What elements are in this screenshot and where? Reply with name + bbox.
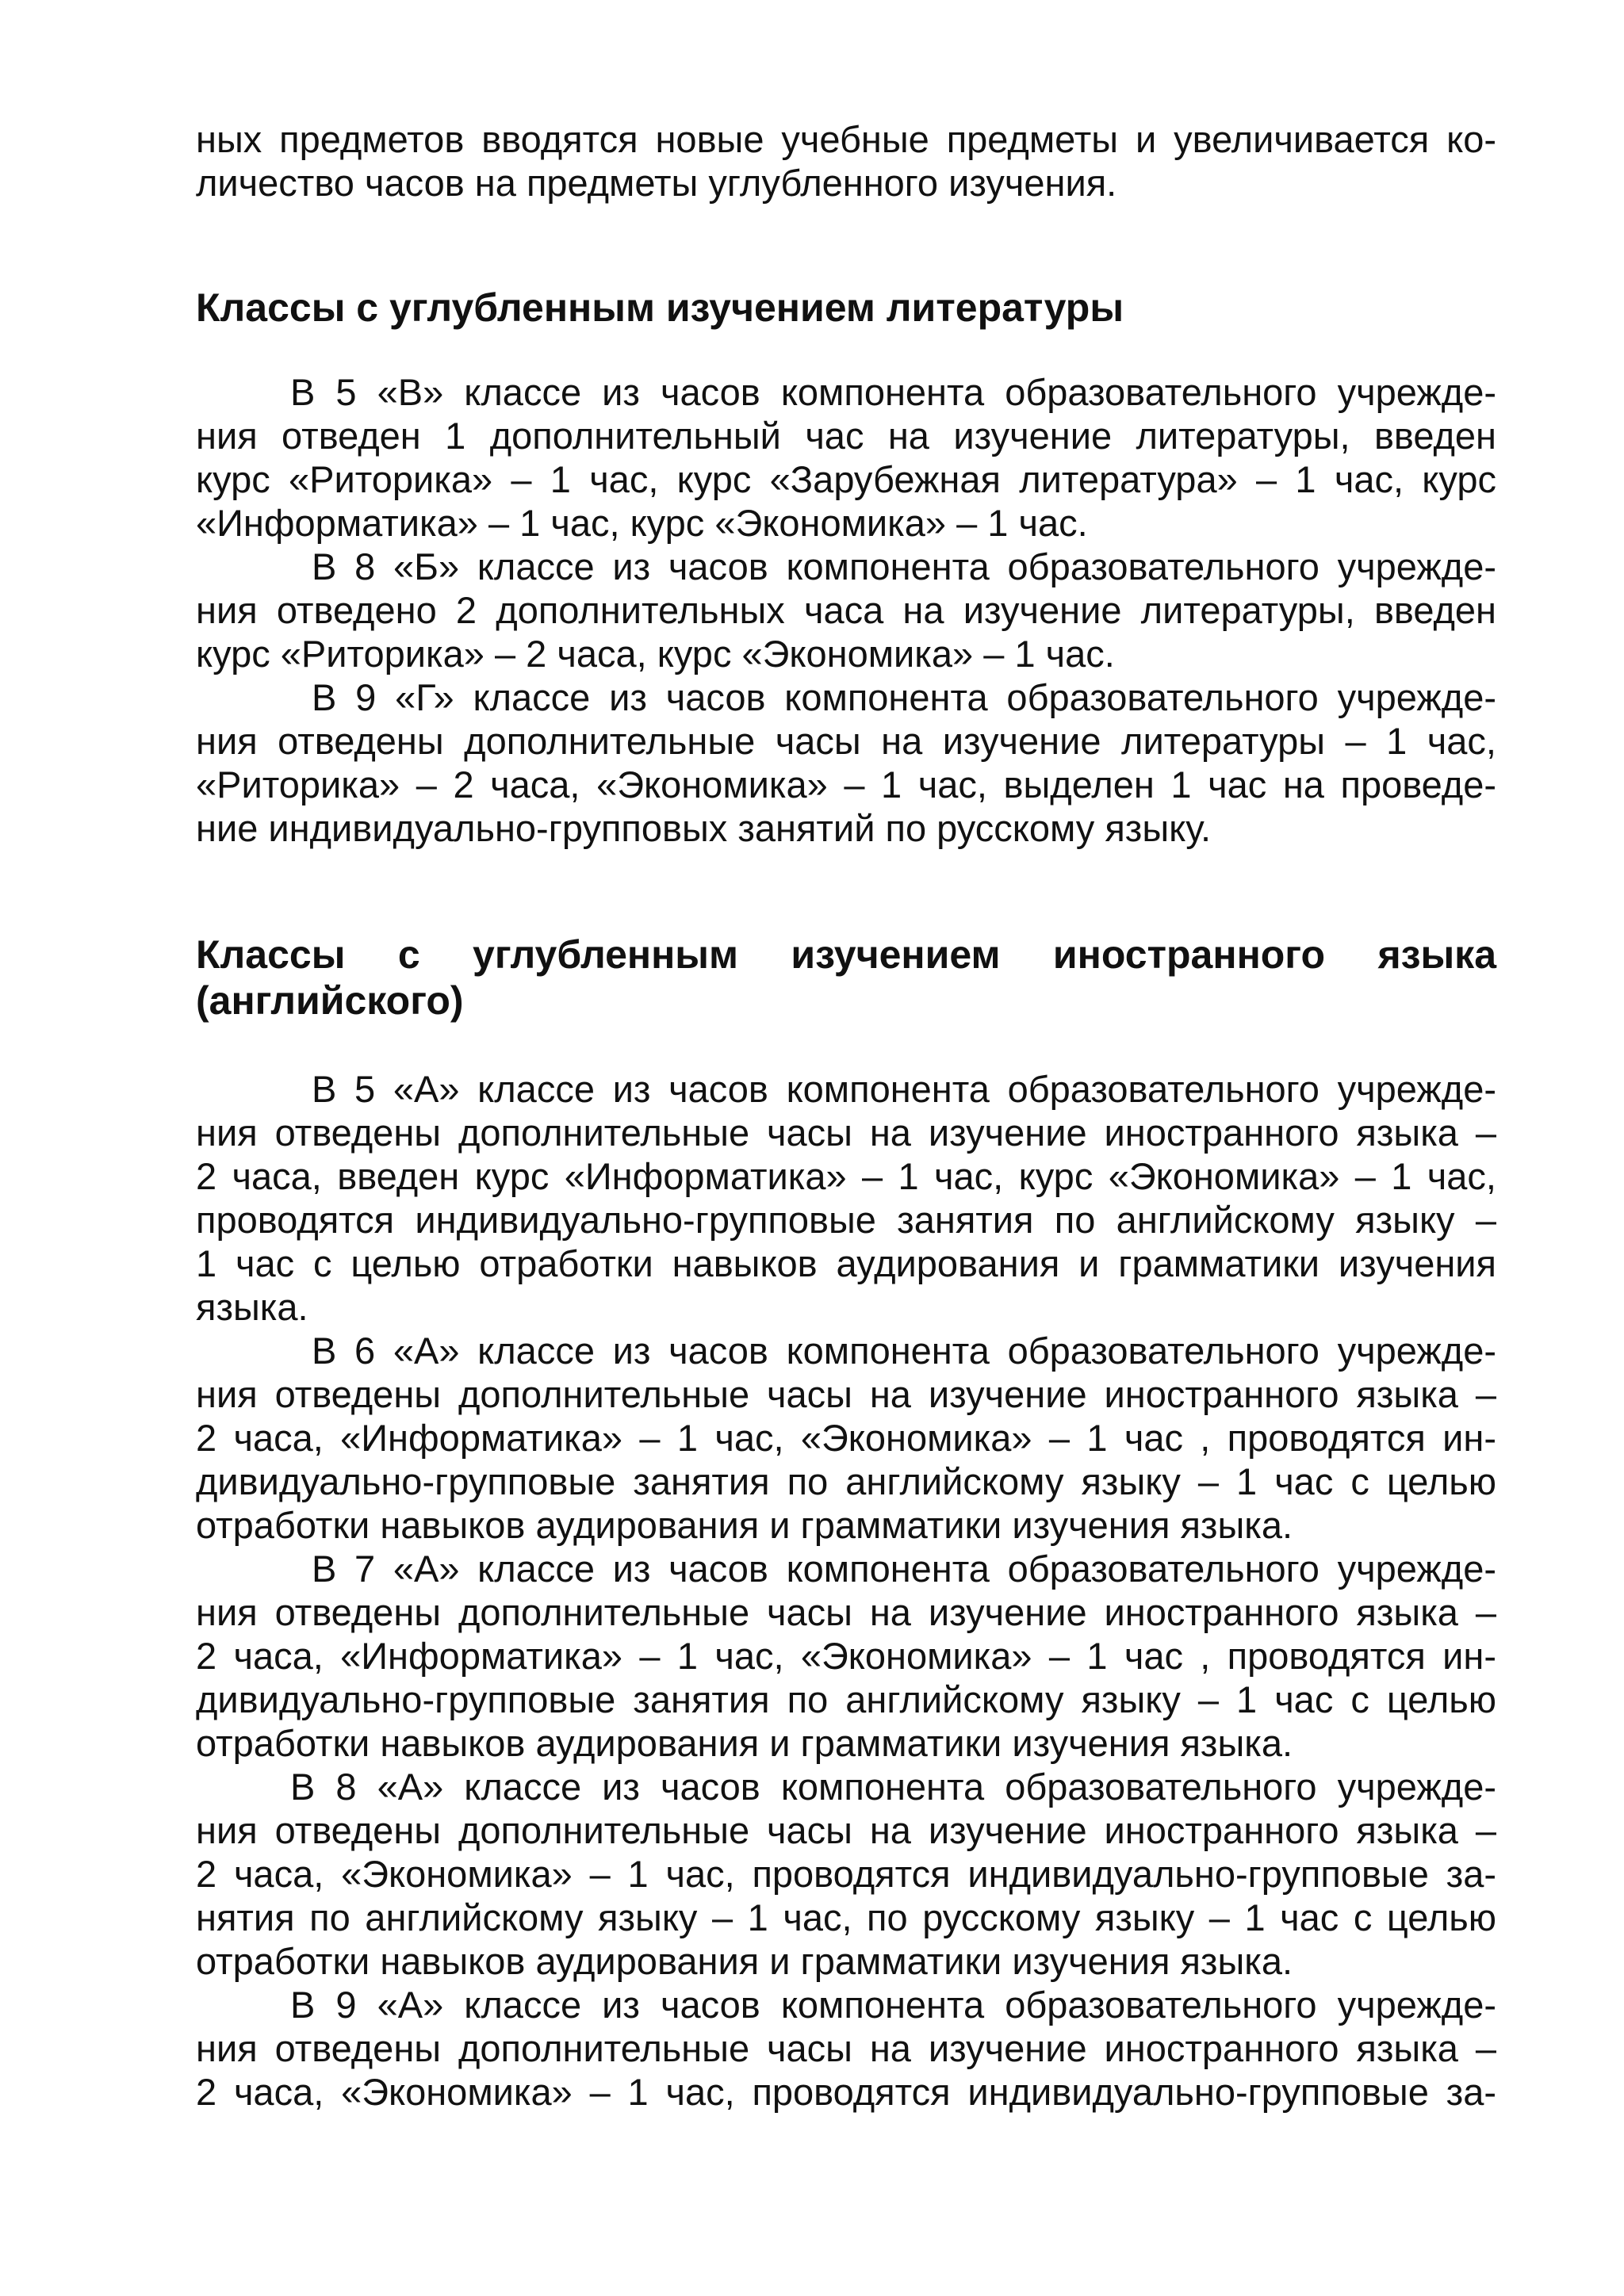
text-line: В 9 «Г» классе из часов компонента образовательного учрежде- [312,676,1496,718]
text-line: В 5 «В» классе из часов компонента образовательного учрежде- [290,371,1496,413]
text-line: 1 час с целью отработки навыков аудирования и грамматики изучения [196,1242,1496,1284]
text-line: курс «Риторика» – 2 часа, курс «Экономика» – 1 час. [196,633,1115,675]
text-line: ния отведен 1 дополнительный час на изучение литературы, введен [196,415,1496,457]
section-heading-line: Классы с углубленным изучением литературы [196,285,1124,330]
text-line: «Информатика» – 1 час, курс «Экономика» – 1 час. [196,502,1088,544]
text-line: дивидуально-групповые занятия по английскому языку – 1 час с целью [196,1460,1496,1502]
text-line: ния отведены дополнительные часы на изучение иностранного языка – [196,1809,1496,1851]
text-line: отработки навыков аудирования и грамматики изучения языка. [196,1940,1293,1982]
text-line: ных предметов вводятся новые учебные предметы и увеличивается ко- [196,118,1496,160]
paragraph [196,1329,1496,1547]
document-page [196,117,1496,2114]
text-line: проводятся индивидуально-групповые занятия по английскому языку – [196,1199,1496,1241]
text-line: 2 часа, «Экономика» – 1 час, проводятся индивидуально-групповые за- [196,2071,1496,2113]
text-line: В 6 «А» классе из часов компонента образовательного учрежде- [312,1330,1496,1372]
paragraph [196,1983,1496,2114]
text-line: В 5 «А» классе из часов компонента образовательного учрежде- [312,1068,1496,1110]
text-line: В 8 «Б» классе из часов компонента образовательного учрежде- [312,545,1496,587]
text-line: «Риторика» – 2 часа, «Экономика» – 1 час, выделен 1 час на проведе- [196,763,1496,806]
section-heading-literature [196,285,1496,331]
section-heading-foreign-language [196,932,1496,1024]
text-line: личество часов на предметы углубленного изучения. [196,162,1117,204]
intro-paragraph [196,117,1496,205]
text-line: ния отведены дополнительные часы на изучение иностранного языка – [196,1591,1496,1633]
text-line: 2 часа, введен курс «Информатика» – 1 час, курс «Экономика» – 1 час, [196,1155,1496,1197]
text-line: ния отведены дополнительные часы на изучение иностранного языка – [196,2027,1496,2069]
paragraph [196,1765,1496,1983]
text-line: ния отведены дополнительные часы на изучение литературы – 1 час, [196,720,1496,762]
text-line: курс «Риторика» – 1 час, курс «Зарубежная литература» – 1 час, курс [196,458,1496,500]
text-line: отработки навыков аудирования и грамматики изучения языка. [196,1722,1293,1764]
text-line: отработки навыков аудирования и грамматики изучения языка. [196,1504,1293,1546]
text-line: 2 часа, «Информатика» – 1 час, «Экономика» – 1 час , проводятся ин- [196,1635,1496,1677]
text-line: языка. [196,1286,308,1328]
text-line: ния отведены дополнительные часы на изучение иностранного языка – [196,1112,1496,1154]
text-line: В 9 «А» классе из часов компонента образовательного учрежде- [290,1984,1496,2026]
section-heading-line: (английского) [196,978,464,1023]
text-line: 2 часа, «Экономика» – 1 час, проводятся индивидуально-групповые за- [196,1853,1496,1895]
paragraph [196,1067,1496,1329]
paragraph [196,1547,1496,1765]
section-heading-line: Классы с углубленным изучением иностранного языка [196,932,1496,977]
paragraph [196,675,1496,850]
text-line: нятия по английскому языку – 1 час, по русскому языку – 1 час с целью [196,1896,1496,1938]
paragraph [196,545,1496,675]
text-line: В 8 «А» классе из часов компонента образовательного учрежде- [290,1766,1496,1808]
paragraph [196,370,1496,545]
text-line: В 7 «А» классе из часов компонента образовательного учрежде- [312,1548,1496,1590]
text-line: ние индивидуально-групповых занятий по русскому языку. [196,807,1212,849]
text-line: 2 часа, «Информатика» – 1 час, «Экономика» – 1 час , проводятся ин- [196,1417,1496,1459]
text-line: ния отведено 2 дополнительных часа на изучение литературы, введен [196,589,1496,631]
text-line: ния отведены дополнительные часы на изучение иностранного языка – [196,1373,1496,1415]
text-line: дивидуально-групповые занятия по английскому языку – 1 час с целью [196,1678,1496,1720]
